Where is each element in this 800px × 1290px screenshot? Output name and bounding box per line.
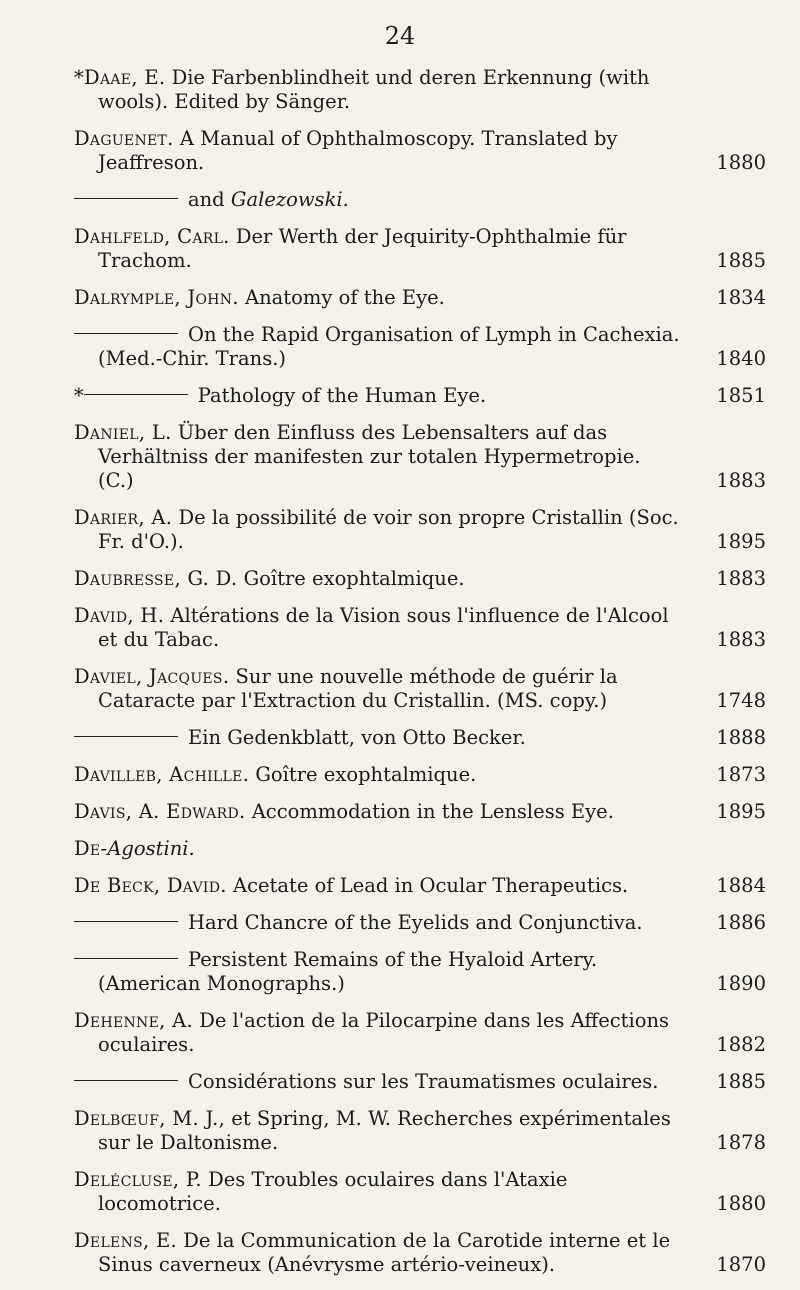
entry-author: David, H. [74,604,165,627]
entry-title: Persistent Remains of the Hyaloid Artery. (American Monographs.) [98,948,598,995]
bibliography-list [74,66,766,1290]
entry-year: 1888 [716,726,766,749]
ditto-dash [74,958,178,959]
entry-year: 1851 [716,384,766,407]
entry-year: 1878 [716,1131,766,1154]
bibliography-entry [74,948,766,996]
entry-year: 1883 [716,567,766,590]
entry-year: 1890 [716,972,766,995]
entry-star: * [74,384,84,407]
entry-title: Accommodation in the Lensless Eye. [251,800,614,823]
bibliography-entry [74,286,766,310]
entry-year: 1882 [716,1033,766,1056]
entry-author: De- [74,837,108,860]
bibliography-entry [74,911,766,935]
bibliography-entry [74,567,766,591]
bibliography-entry [74,800,766,824]
bibliography-entry [74,665,766,713]
bibliography-entry [74,604,766,652]
entry-author: Delens, E. [74,1229,178,1252]
entry-title: Goître exophtalmique. [255,763,477,786]
bibliography-entry [74,837,766,861]
entry-year: 1885 [716,1070,766,1093]
ditto-dash [74,1080,178,1081]
entry-title: Altérations de la Vision sous l'influence de l'Alcool et du Tabac. [98,604,669,651]
bibliography-entry [74,225,766,273]
ditto-dash [74,333,178,334]
entry-author: Daubresse, G. D. [74,567,238,590]
entry-author: De Beck, David. [74,874,227,897]
entry-author: Davilleb, Achille. [74,763,250,786]
entry-title: Goître exophtalmique. [243,567,465,590]
bibliography-entry [74,323,766,371]
entry-author: Daniel, L. [74,421,172,444]
bibliography-entry [74,763,766,787]
entry-author: Dahlfeld, Carl. [74,225,230,248]
entry-title: Die Farbenblindheit und deren Erkennung (with wools). Edited by Sänger. [98,66,650,113]
entry-author: Delbœuf, M. J., [74,1107,226,1130]
bibliography-entry [74,1070,766,1094]
entry-title: On the Rapid Organisation of Lymph in Cachexia. (Med.-Chir. Trans.) [98,323,680,370]
entry-year: 1884 [716,874,766,897]
ditto-dash [84,394,188,395]
bibliography-entry [74,726,766,750]
entry-year: 1748 [716,689,766,712]
ditto-dash [74,921,178,922]
entry-title: Galezowski. [230,188,349,211]
entry-author: Daguenet. [74,127,174,150]
entry-title: De la possibilité de voir son propre Cristallin (Soc. Fr. d'O.). [98,506,679,553]
entry-title: De la Communication de la Carotide interne et le Sinus caverneux (Anévrysme artério-veineux). [98,1229,671,1276]
bibliography-entry [74,874,766,898]
ditto-dash [74,198,178,199]
entry-author: Davis, A. Edward. [74,800,246,823]
entry-year: 1870 [716,1253,766,1276]
entry-year: 1895 [716,800,766,823]
bibliography-entry [74,384,766,408]
entry-year: 1886 [716,911,766,934]
entry-year: 1883 [716,628,766,651]
entry-title: Acetate of Lead in Ocular Therapeutics. [232,874,629,897]
entry-title: et Spring, M. W. Recherches expérimentales sur le Daltonisme. [98,1107,671,1154]
entry-title: Hard Chancre of the Eyelids and Conjunctiva. [188,911,643,934]
entry-cross-reference: Agostini. [107,837,195,860]
entry-year: 1883 [716,469,766,492]
bibliography-entry [74,188,766,212]
entry-author: *Daae, E. [74,66,166,89]
entry-title: Ein Gedenkblatt, von Otto Becker. [188,726,526,749]
bibliography-entry [74,1107,766,1155]
entry-author: Delécluse, P. [74,1168,202,1191]
entry-author: Dalrymple, John. [74,286,239,309]
bibliography-entry [74,1168,766,1216]
entry-year: 1885 [716,249,766,272]
page-number: 24 [384,22,416,50]
entry-title: Über den Einfluss des Lebensalters auf das Verhältniss der manifesten zur totalen Hypermetropie. (C.) [98,421,641,492]
bibliography-entry [74,421,766,493]
entry-year: 1834 [716,286,766,309]
entry-author: Daviel, Jacques. [74,665,230,688]
entry-author: Darier, A. [74,506,173,529]
entry-year: 1895 [716,530,766,553]
entry-year: 1873 [716,763,766,786]
bibliography-entry [74,66,766,114]
entry-author: Dehenne, A. [74,1009,193,1032]
ditto-dash [74,736,178,737]
bibliography-entry [74,127,766,175]
entry-title: Der Werth der Jequirity-Ophthalmie für Trachom. [98,225,627,272]
bibliography-entry [74,1009,766,1057]
entry-year: 1840 [716,347,766,370]
entry-title: A Manual of Ophthalmoscopy. Translated by Jeaffreson. [98,127,618,174]
entry-year: 1880 [716,151,766,174]
entry-title: De l'action de la Pilocarpine dans les Affections oculaires. [98,1009,670,1056]
entry-title: Des Troubles oculaires dans l'Ataxie locomotrice. [98,1168,568,1215]
entry-year: 1880 [716,1192,766,1215]
entry-title: Sur une nouvelle méthode de guérir la Cataracte par l'Extraction du Cristallin. (MS. copy.) [98,665,618,712]
entry-text-prefix: and [188,188,231,211]
bibliography-entry [74,506,766,554]
entry-title: Pathology of the Human Eye. [197,384,487,407]
entry-title: Considérations sur les Traumatismes oculaires. [188,1070,659,1093]
entry-title: Anatomy of the Eye. [245,286,445,309]
bibliography-entry [74,1229,766,1277]
